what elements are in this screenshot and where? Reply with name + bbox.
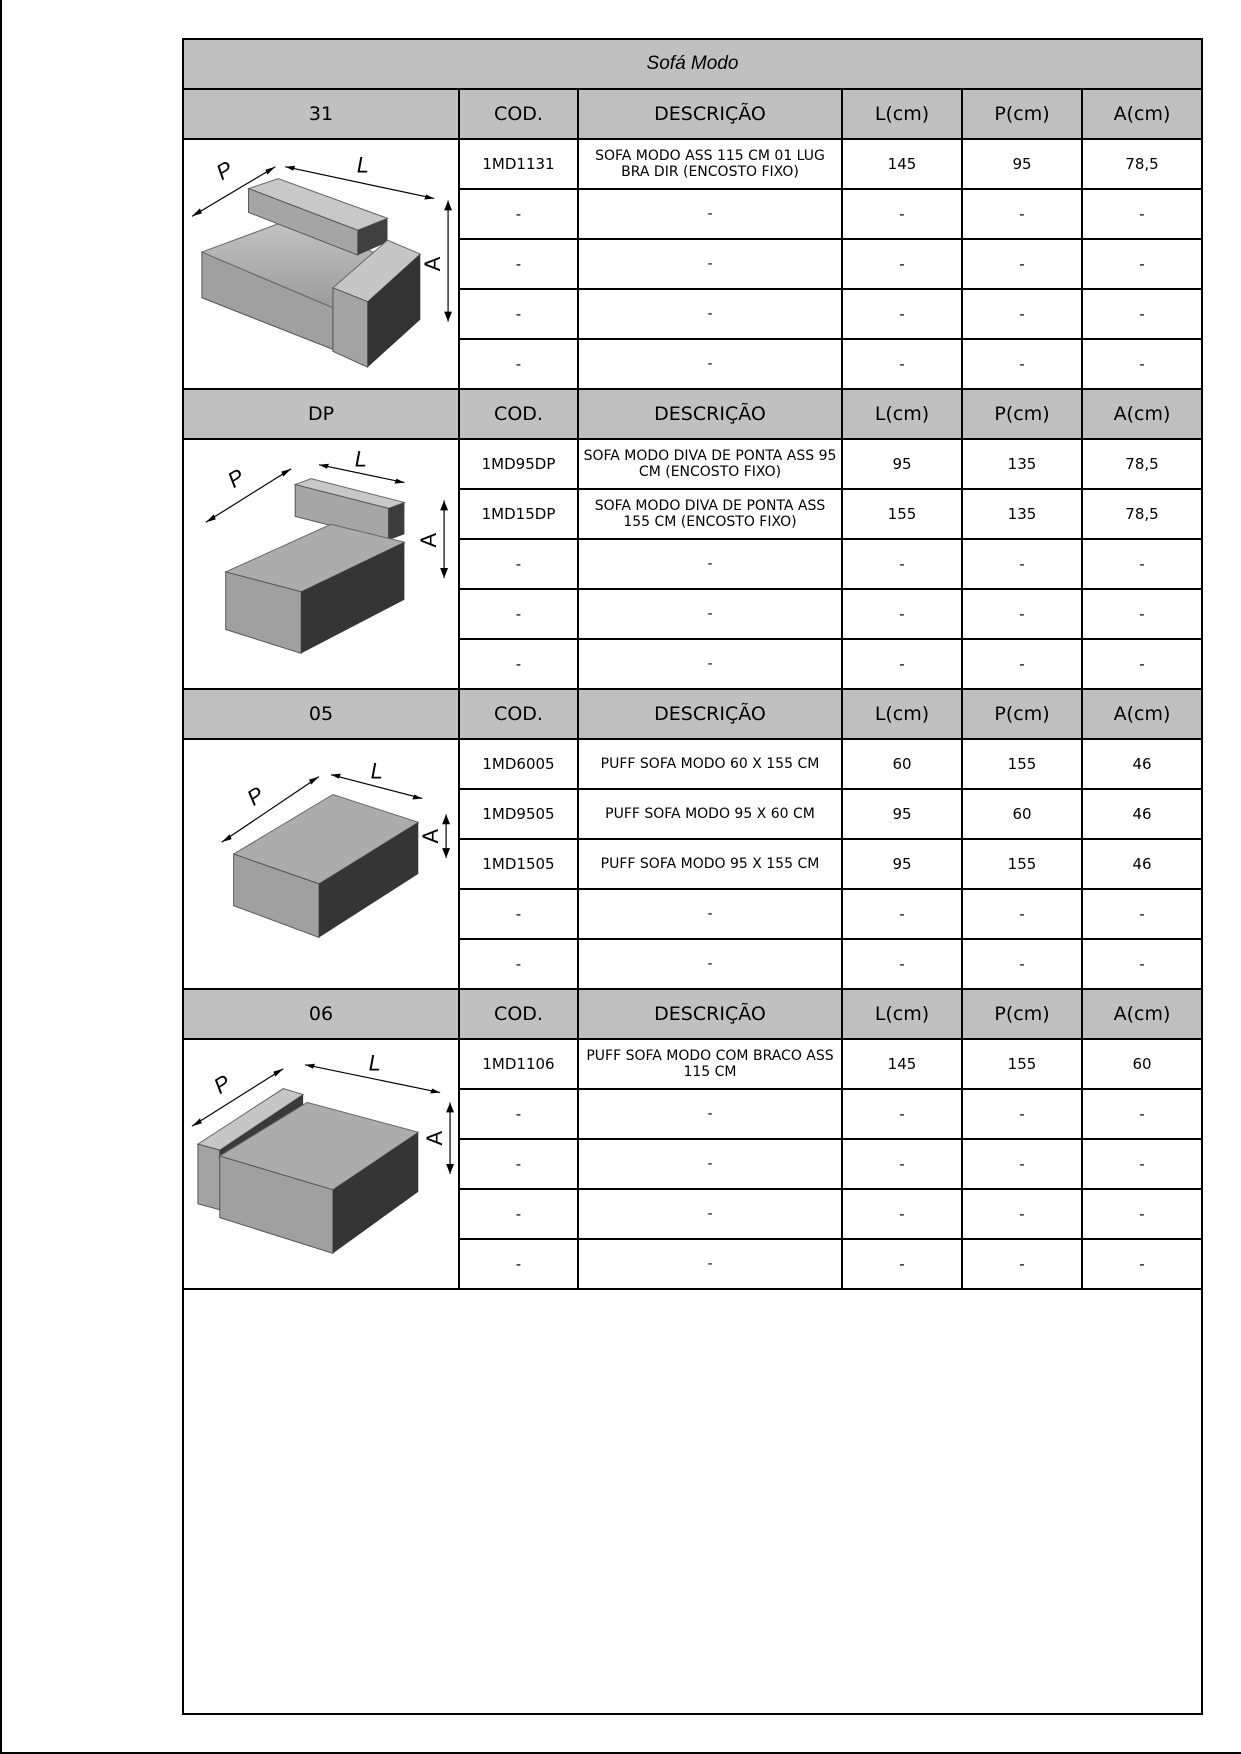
col-header-cod: COD.: [460, 90, 579, 138]
cod-cell: -: [460, 590, 579, 638]
table-row: [460, 790, 1203, 840]
table-row: [460, 190, 1203, 240]
desc-cell: -: [579, 640, 843, 688]
a-cell: -: [1139, 305, 1145, 323]
table-row: [460, 440, 1203, 490]
col-header-cod: COD.: [460, 390, 579, 438]
a-cell: -: [1139, 355, 1145, 373]
dim-label-l: L: [368, 1050, 381, 1076]
a-cell: -: [1139, 605, 1145, 623]
cod-cell: -: [460, 190, 579, 238]
product-section: [184, 90, 1201, 390]
l-cell: 95: [843, 440, 963, 488]
col-header-cod: COD.: [460, 690, 579, 738]
cod-cell: 1MD6005: [460, 740, 579, 788]
a-cell: -: [1139, 1255, 1145, 1273]
l-cell: 95: [843, 840, 963, 888]
table-row: [460, 640, 1203, 690]
cod-cell: -: [460, 640, 579, 688]
desc-cell: -: [579, 1140, 843, 1188]
product-rows: [460, 1040, 1203, 1290]
p-cell: -: [963, 240, 1083, 288]
model-label: 31: [184, 90, 460, 138]
product-section: [184, 390, 1201, 690]
col-header-descricao: DESCRIÇÃO: [579, 690, 843, 738]
desc-cell: PUFF SOFA MODO 95 X 155 CM: [579, 840, 843, 888]
desc-cell: PUFF SOFA MODO 60 X 155 CM: [579, 740, 843, 788]
p-cell: -: [963, 540, 1083, 588]
sofa-module-with-right-arm-icon: [184, 140, 458, 388]
model-label: DP: [184, 390, 460, 438]
table-row: [460, 240, 1203, 290]
l-cell: -: [843, 940, 963, 988]
table-row: [460, 1140, 1203, 1190]
p-cell: -: [963, 340, 1083, 388]
dim-label-l: L: [370, 758, 383, 784]
chaise-end-module-icon: [184, 440, 458, 688]
sheet-title: Sofá Modo: [184, 40, 1201, 90]
p-cell: -: [963, 190, 1083, 238]
l-cell: -: [843, 190, 963, 238]
table-row: [460, 1090, 1203, 1140]
cod-cell: 1MD1131: [460, 140, 579, 188]
p-cell: 95: [963, 140, 1083, 188]
desc-cell: -: [579, 890, 843, 938]
pouf-module-icon: [184, 740, 458, 988]
desc-cell: -: [579, 190, 843, 238]
p-cell: -: [963, 590, 1083, 638]
cod-cell: -: [460, 1090, 579, 1138]
p-cell: 155: [963, 740, 1083, 788]
a-cell: -: [1139, 255, 1145, 273]
p-cell: -: [963, 290, 1083, 338]
col-header-l: L(cm): [843, 390, 963, 438]
cod-cell: 1MD95DP: [460, 440, 579, 488]
p-cell: -: [963, 1090, 1083, 1138]
dim-label-a: A: [416, 532, 442, 548]
desc-cell: -: [579, 1240, 843, 1288]
table-row: [460, 940, 1203, 990]
a-cell: -: [1139, 1155, 1145, 1173]
dim-label-l: L: [356, 152, 369, 178]
l-cell: -: [843, 1140, 963, 1188]
a-cell: 78,5: [1125, 455, 1159, 473]
col-header-a: A(cm): [1113, 103, 1171, 125]
col-header-a: A(cm): [1113, 403, 1171, 425]
a-cell: 46: [1132, 755, 1152, 773]
product-rows: [460, 440, 1203, 690]
p-cell: -: [963, 940, 1083, 988]
p-cell: 60: [963, 790, 1083, 838]
table-row: [460, 740, 1203, 790]
product-image-cell: [184, 1040, 460, 1290]
l-cell: -: [843, 1240, 963, 1288]
col-header-l: L(cm): [843, 990, 963, 1038]
l-cell: -: [843, 290, 963, 338]
a-cell: 46: [1132, 805, 1152, 823]
product-section: [184, 690, 1201, 990]
desc-cell: SOFA MODO DIVA DE PONTA ASS 155 CM (ENCOSTO FIXO): [579, 490, 843, 538]
table-row: [460, 140, 1203, 190]
p-cell: -: [963, 1140, 1083, 1188]
l-cell: -: [843, 890, 963, 938]
cod-cell: 1MD9505: [460, 790, 579, 838]
desc-cell: -: [579, 1190, 843, 1238]
table-row: [460, 590, 1203, 640]
section-header: [184, 390, 1201, 440]
desc-cell: -: [579, 1090, 843, 1138]
a-cell: -: [1139, 1105, 1145, 1123]
desc-cell: -: [579, 590, 843, 638]
a-cell: -: [1139, 655, 1145, 673]
desc-cell: -: [579, 290, 843, 338]
col-header-descricao: DESCRIÇÃO: [579, 390, 843, 438]
product-sheet: [182, 38, 1203, 1715]
p-cell: 135: [963, 490, 1083, 538]
desc-cell: -: [579, 240, 843, 288]
l-cell: -: [843, 240, 963, 288]
cod-cell: -: [460, 890, 579, 938]
a-cell: -: [1139, 555, 1145, 573]
table-row: [460, 1190, 1203, 1240]
l-cell: 145: [843, 1040, 963, 1088]
l-cell: -: [843, 340, 963, 388]
cod-cell: 1MD1106: [460, 1040, 579, 1088]
col-header-descricao: DESCRIÇÃO: [579, 90, 843, 138]
table-row: [460, 340, 1203, 390]
cod-cell: -: [460, 1140, 579, 1188]
dim-label-l: L: [354, 446, 367, 472]
col-header-descricao: DESCRIÇÃO: [579, 990, 843, 1038]
l-cell: 145: [843, 140, 963, 188]
dim-label-a: A: [418, 828, 444, 844]
desc-cell: PUFF SOFA MODO COM BRACO ASS 115 CM: [579, 1040, 843, 1088]
p-cell: 135: [963, 440, 1083, 488]
a-cell: 78,5: [1125, 505, 1159, 523]
dim-label-a: A: [422, 1130, 448, 1146]
a-cell: 78,5: [1125, 155, 1159, 173]
p-cell: -: [963, 1190, 1083, 1238]
p-cell: 155: [963, 840, 1083, 888]
dim-label-p: P: [223, 463, 249, 493]
product-image-cell: [184, 740, 460, 990]
col-header-p: P(cm): [963, 90, 1083, 138]
l-cell: -: [843, 640, 963, 688]
p-cell: -: [963, 890, 1083, 938]
product-section: [184, 990, 1201, 1290]
dim-label-a: A: [420, 256, 446, 272]
cod-cell: -: [460, 290, 579, 338]
desc-cell: SOFA MODO DIVA DE PONTA ASS 95 CM (ENCOSTO FIXO): [579, 440, 843, 488]
product-image-cell: [184, 140, 460, 390]
cod-cell: -: [460, 340, 579, 388]
cod-cell: -: [460, 540, 579, 588]
a-cell: -: [1139, 905, 1145, 923]
cod-cell: 1MD1505: [460, 840, 579, 888]
col-header-cod: COD.: [460, 990, 579, 1038]
col-header-p: P(cm): [963, 690, 1083, 738]
col-header-l: L(cm): [843, 90, 963, 138]
model-label: 05: [184, 690, 460, 738]
col-header-a: A(cm): [1113, 703, 1171, 725]
col-header-p: P(cm): [963, 990, 1083, 1038]
col-header-l: L(cm): [843, 690, 963, 738]
section-header: [184, 690, 1201, 740]
desc-cell: SOFA MODO ASS 115 CM 01 LUG BRA DIR (ENCOSTO FIXO): [579, 140, 843, 188]
a-cell: 60: [1132, 1055, 1152, 1073]
col-header-p: P(cm): [963, 390, 1083, 438]
p-cell: 155: [963, 1040, 1083, 1088]
product-rows: [460, 740, 1203, 990]
model-label: 06: [184, 990, 460, 1038]
pouf-with-arm-module-icon: [184, 1040, 458, 1288]
table-row: [460, 290, 1203, 340]
l-cell: -: [843, 1190, 963, 1238]
a-cell: -: [1139, 205, 1145, 223]
cod-cell: 1MD15DP: [460, 490, 579, 538]
desc-cell: -: [579, 940, 843, 988]
table-row: [460, 890, 1203, 940]
l-cell: -: [843, 1090, 963, 1138]
section-header: [184, 90, 1201, 140]
l-cell: 155: [843, 490, 963, 538]
p-cell: -: [963, 640, 1083, 688]
l-cell: 95: [843, 790, 963, 838]
dim-label-p: P: [211, 156, 237, 185]
table-row: [460, 1240, 1203, 1290]
dim-label-p: P: [242, 781, 269, 811]
desc-cell: PUFF SOFA MODO 95 X 60 CM: [579, 790, 843, 838]
a-cell: -: [1139, 955, 1145, 973]
dim-label-p: P: [209, 1069, 235, 1099]
l-cell: 60: [843, 740, 963, 788]
col-header-a: A(cm): [1113, 1003, 1171, 1025]
section-header: [184, 990, 1201, 1040]
table-row: [460, 1040, 1203, 1090]
cod-cell: -: [460, 240, 579, 288]
desc-cell: -: [579, 540, 843, 588]
cod-cell: -: [460, 940, 579, 988]
cod-cell: -: [460, 1190, 579, 1238]
product-image-cell: [184, 440, 460, 690]
l-cell: -: [843, 590, 963, 638]
p-cell: -: [963, 1240, 1083, 1288]
desc-cell: -: [579, 340, 843, 388]
table-row: [460, 490, 1203, 540]
table-row: [460, 840, 1203, 890]
a-cell: -: [1139, 1205, 1145, 1223]
l-cell: -: [843, 540, 963, 588]
cod-cell: -: [460, 1240, 579, 1288]
table-row: [460, 540, 1203, 590]
a-cell: 46: [1132, 855, 1152, 873]
product-rows: [460, 140, 1203, 390]
